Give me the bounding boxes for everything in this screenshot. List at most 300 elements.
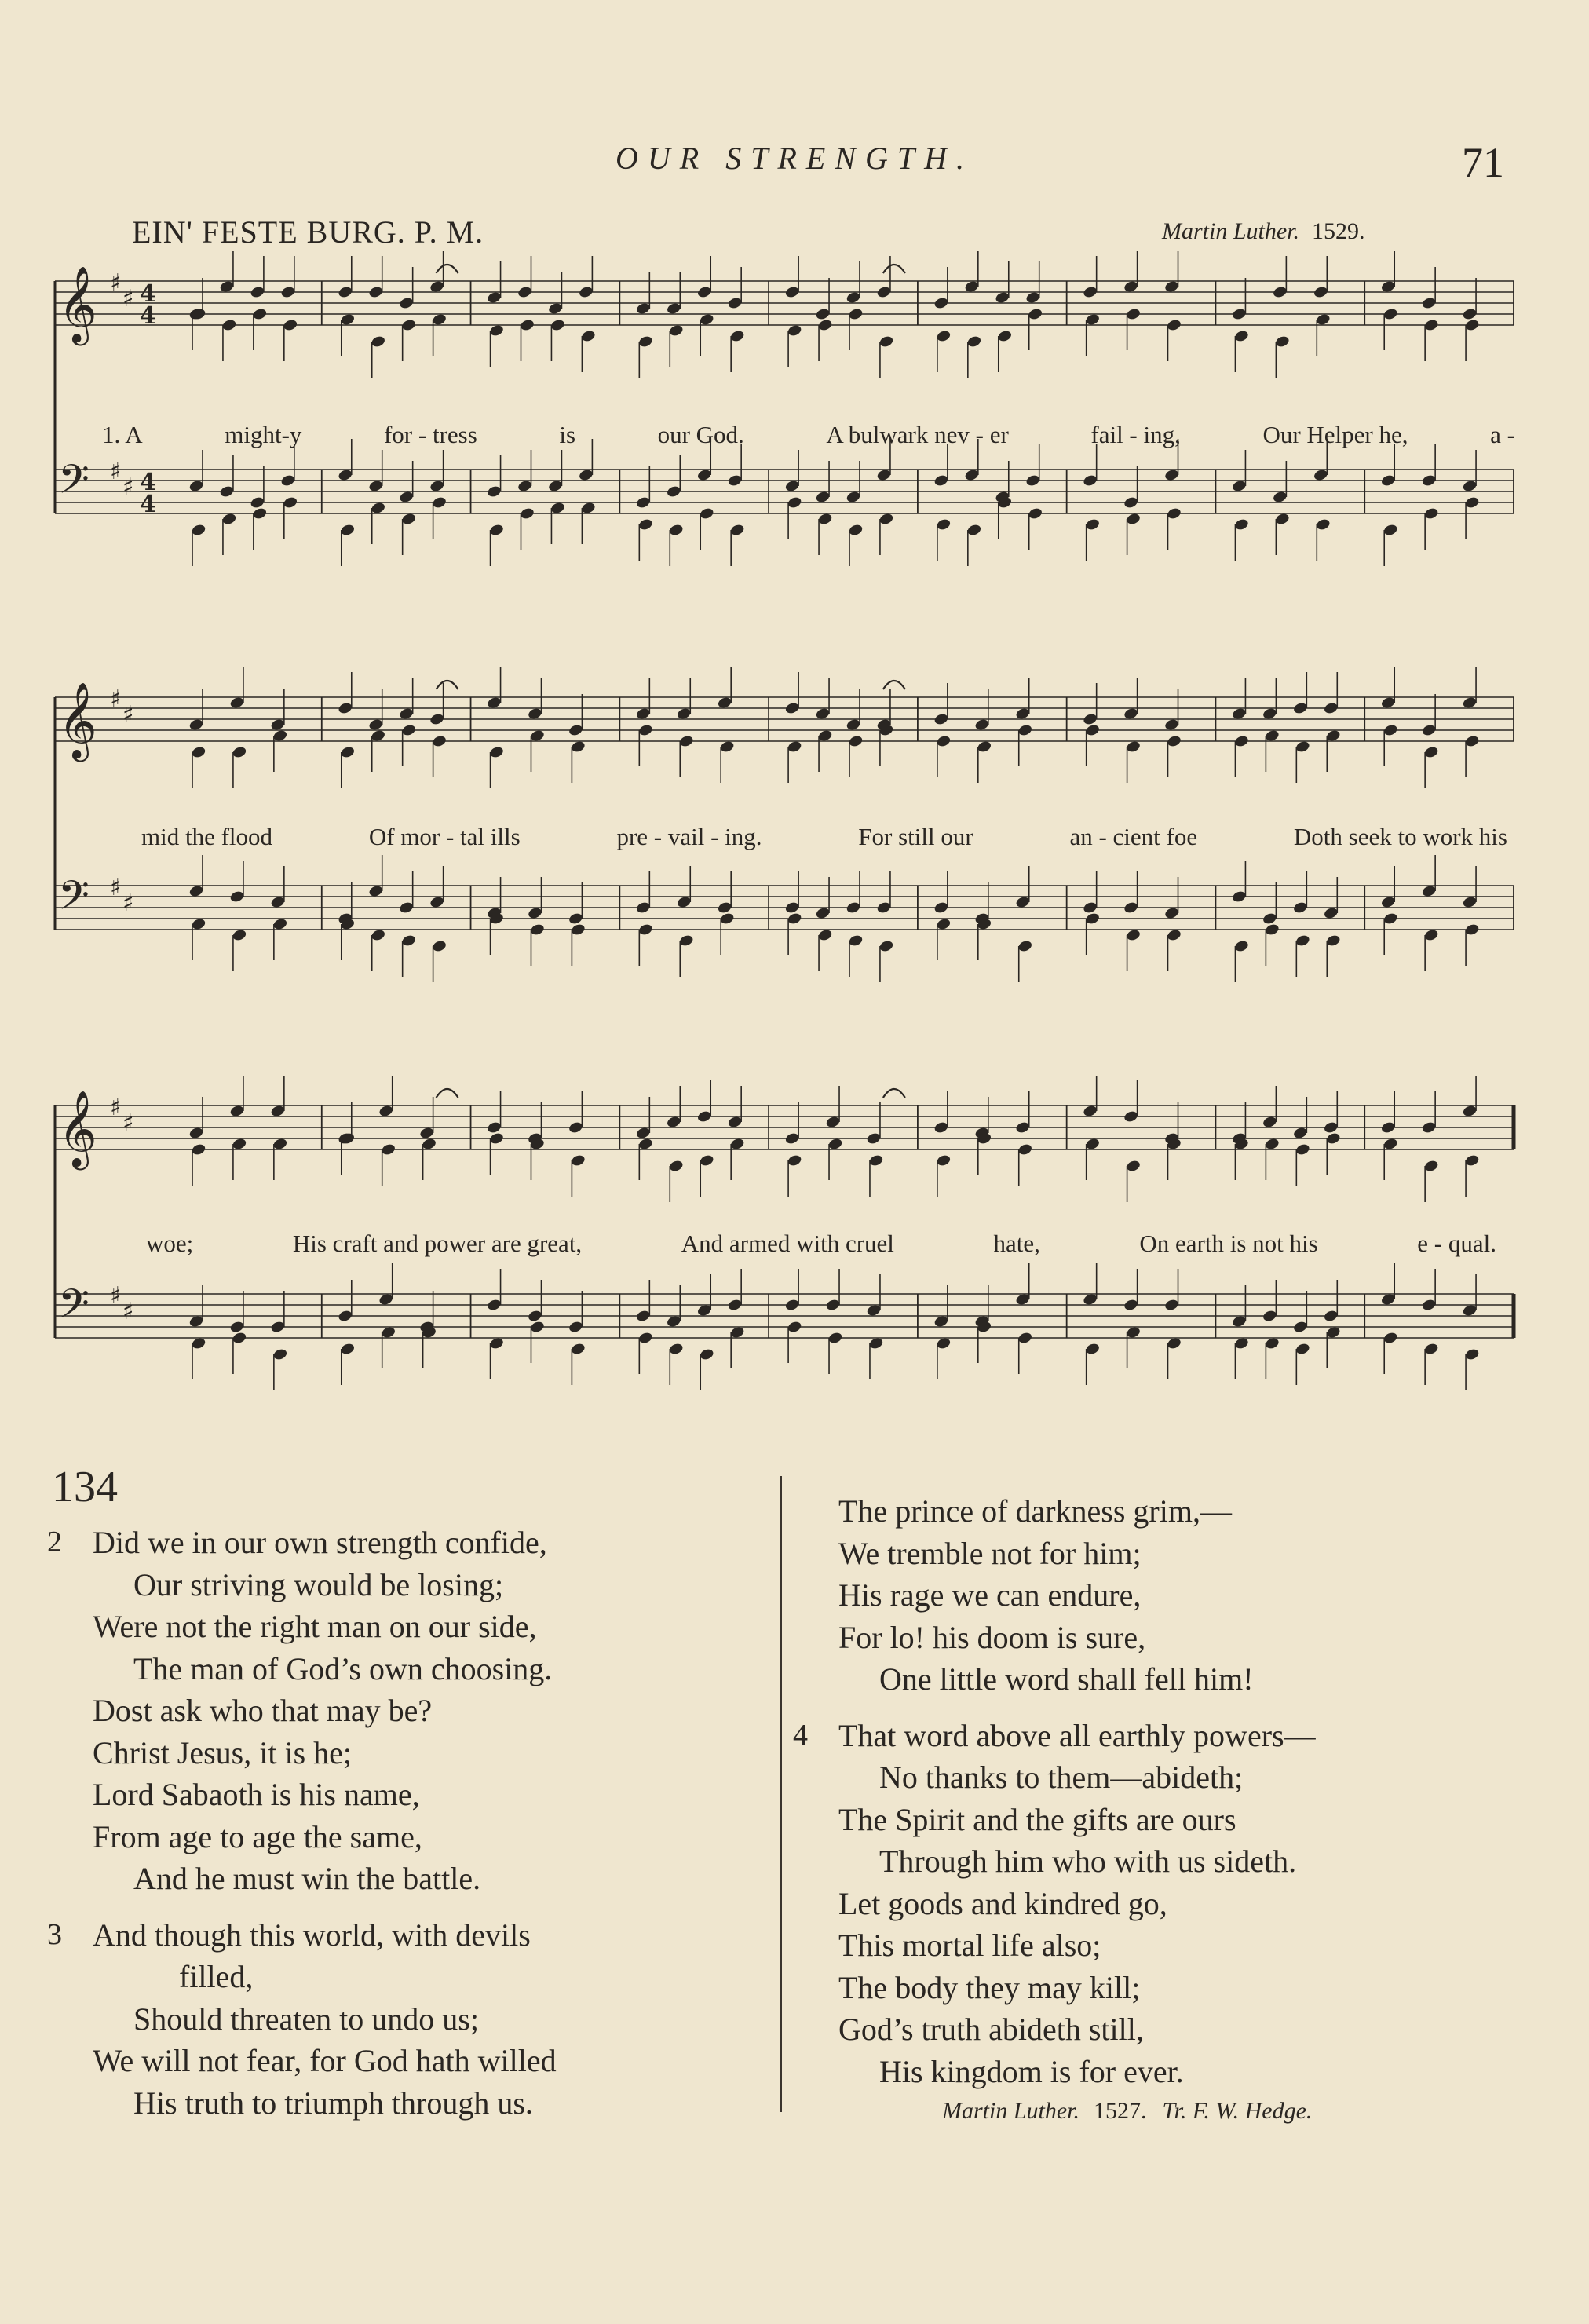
note-head [188, 718, 204, 731]
note-head [784, 285, 800, 298]
note-head [1233, 939, 1249, 952]
note-head [527, 707, 542, 720]
note-head [280, 285, 296, 298]
note-head [668, 523, 684, 536]
note-head [1464, 1347, 1480, 1361]
note-head [637, 923, 653, 936]
note-head [678, 734, 694, 747]
note-head [488, 523, 504, 536]
verse-line: For lo! his doom is sure, [838, 1619, 1146, 1655]
note-head [1462, 696, 1478, 709]
note-head [191, 917, 206, 930]
note-head [825, 1298, 841, 1311]
running-title: OUR STRENGTH. [615, 141, 974, 176]
note-head [635, 1309, 651, 1322]
credit-translator: Tr. F. W. Hedge. [1162, 2098, 1313, 2124]
verse-line: Did we in our own strength confide, [93, 1525, 547, 1560]
note-head [1380, 895, 1396, 908]
note-head [1313, 285, 1328, 298]
note-head [977, 740, 992, 753]
note-head [1421, 723, 1437, 736]
verse-line: From age to age the same, [93, 1818, 422, 1854]
note-head [486, 696, 502, 709]
note-head [1083, 1104, 1098, 1117]
note-head [252, 506, 268, 520]
verse-line: The man of God’s own choosing. [133, 1650, 553, 1686]
note-head [699, 1347, 714, 1361]
note-head [399, 707, 415, 720]
note-head [787, 1320, 802, 1333]
note-head [1380, 696, 1396, 709]
note-head [1464, 1153, 1480, 1167]
note-head [727, 1298, 743, 1311]
stanza [793, 1490, 1547, 1701]
note-head [519, 506, 535, 520]
lyric-fragment: Our Helper he, [1262, 421, 1408, 448]
note-head [1423, 928, 1439, 941]
note-head [431, 495, 447, 509]
note-head [1292, 1126, 1308, 1139]
note-head [1125, 1159, 1141, 1172]
note-head [936, 329, 952, 342]
note-head [401, 723, 417, 736]
treble-clef-icon: 𝄞 [58, 265, 97, 342]
note-head [719, 912, 735, 925]
treble-clef-icon: 𝄞 [58, 1090, 97, 1167]
sharp-icon: ♯ [122, 701, 134, 729]
note-head [1421, 1120, 1437, 1134]
note-head [338, 1309, 353, 1322]
fermata-icon [437, 265, 458, 273]
note-head [1274, 334, 1290, 348]
sharp-icon: ♯ [122, 890, 134, 917]
note-head [371, 928, 386, 941]
note-head [1383, 307, 1398, 320]
note-head [1085, 1342, 1101, 1355]
note-head [879, 939, 894, 952]
note-head [191, 523, 206, 536]
verse-line: This mortal life also; [838, 1928, 1101, 1963]
time-signature: 4 [140, 469, 156, 496]
note-head [1123, 280, 1138, 293]
note-head [550, 318, 565, 331]
note-head [936, 517, 952, 531]
verse-line: Dost ask who that may be? [93, 1693, 433, 1728]
verse-line: Through him who with us sideth. [879, 1843, 1297, 1879]
note-head [1464, 495, 1480, 509]
sharp-icon: ♯ [110, 269, 122, 297]
note-head [401, 318, 417, 331]
note-head [272, 1347, 288, 1361]
note-head [488, 745, 504, 758]
lyric-fragment: is [559, 421, 576, 448]
note-head [1085, 1137, 1101, 1150]
note-head [1423, 506, 1439, 520]
note-head [815, 307, 831, 320]
note-head [1323, 1120, 1339, 1134]
note-head [252, 307, 268, 320]
note-head [570, 740, 586, 753]
note-head [848, 523, 864, 536]
note-head [270, 895, 286, 908]
stanza [47, 1914, 769, 2125]
note-head [668, 1342, 684, 1355]
note-head [1123, 901, 1138, 914]
note-head [283, 495, 298, 509]
note-head [635, 901, 651, 914]
time-signature: 4 [140, 302, 156, 330]
note-head [527, 906, 542, 919]
verse-line: Christ Jesus, it is he; [93, 1734, 353, 1770]
note-head [1464, 318, 1480, 331]
note-head [848, 734, 864, 747]
verse-line: Our striving would be losing; [133, 1566, 504, 1602]
note-head [381, 1142, 396, 1156]
verse-line: We tremble not for him; [838, 1535, 1142, 1571]
note-head [1292, 1320, 1308, 1333]
note-head [699, 312, 714, 326]
note-head [1083, 473, 1098, 487]
note-head [966, 523, 982, 536]
note-head [719, 740, 735, 753]
note-head [717, 901, 732, 914]
note-head [1262, 707, 1277, 720]
verse-line: His truth to triumph through us. [133, 2085, 533, 2121]
note-head [488, 323, 504, 337]
note-head [936, 1153, 952, 1167]
note-head [232, 1137, 247, 1150]
note-head [188, 884, 204, 897]
note-head [817, 318, 833, 331]
note-head [784, 479, 800, 492]
verse-line: His rage we can endure, [838, 1577, 1142, 1613]
note-head [876, 285, 892, 298]
note-head [1423, 745, 1439, 758]
note-head [570, 1153, 586, 1167]
sharp-icon: ♯ [122, 1298, 134, 1325]
note-head [1163, 1298, 1179, 1311]
note-head [1421, 473, 1437, 487]
note-head [580, 501, 596, 514]
note-head [784, 1131, 800, 1145]
note-head [787, 740, 802, 753]
lyric-fragment: an - cient foe [1069, 823, 1198, 850]
note-head [1123, 495, 1138, 509]
verse-line: Were not the right man on our side, [93, 1609, 537, 1644]
lyric-fragment: for - tress [383, 421, 477, 448]
note-head [846, 490, 861, 503]
note-head [729, 523, 745, 536]
note-head [1125, 1325, 1141, 1339]
note-head [787, 323, 802, 337]
tune-name: EIN' FESTE BURG. P. M. [132, 214, 484, 250]
note-head [368, 884, 384, 897]
note-head [1163, 468, 1179, 481]
time-signature: 4 [140, 280, 156, 308]
note-head [1295, 1142, 1310, 1156]
note-head [401, 512, 417, 525]
note-head [1292, 701, 1308, 714]
note-head [578, 468, 594, 481]
stanza-number: 4 [793, 1718, 808, 1752]
verse-line: His kingdom is for ever. [879, 2053, 1184, 2089]
composer-credit [1162, 218, 1365, 245]
note-head [1233, 1336, 1249, 1350]
note-head [784, 1298, 800, 1311]
note-head [787, 912, 802, 925]
lyric-fragment: hate, [993, 1230, 1040, 1257]
note-head [1262, 1309, 1277, 1322]
lyric-fragment: Doth seek to work his [1293, 823, 1507, 850]
note-head [1123, 707, 1138, 720]
note-head [1462, 307, 1478, 320]
note-head [338, 285, 353, 298]
note-head [729, 329, 745, 342]
note-head [729, 1137, 745, 1150]
note-head [431, 312, 447, 326]
note-head [1380, 473, 1396, 487]
note-head [1383, 912, 1398, 925]
note-head [1015, 1120, 1031, 1134]
note-head [1423, 1159, 1439, 1172]
note-head [1313, 468, 1328, 481]
sharp-icon: ♯ [122, 473, 134, 501]
note-head [1231, 307, 1247, 320]
note-head [1233, 517, 1249, 531]
note-head [250, 285, 265, 298]
sharp-icon: ♯ [122, 285, 134, 312]
note-head [727, 296, 743, 309]
note-head [272, 729, 288, 742]
treble-clef-icon: 𝄞 [58, 681, 97, 758]
note-head [1015, 707, 1031, 720]
lyric-fragment: His craft and power are great, [292, 1230, 583, 1257]
note-head [270, 1104, 286, 1117]
note-head [1423, 1342, 1439, 1355]
sharp-icon: ♯ [110, 1094, 122, 1121]
note-head [635, 1126, 651, 1139]
note-head [933, 1120, 949, 1134]
sharp-icon: ♯ [110, 1282, 122, 1310]
note-head [1085, 312, 1101, 326]
note-head [1295, 1342, 1310, 1355]
note-head [371, 334, 386, 348]
note-head [1264, 923, 1280, 936]
stanza [47, 1522, 769, 1900]
note-head [1262, 912, 1277, 925]
note-head [676, 707, 692, 720]
verse-line: And he must win the battle. [133, 1861, 481, 1896]
note-head [668, 1159, 684, 1172]
fermata-icon [883, 681, 905, 689]
note-head [1262, 1115, 1277, 1128]
time-signature: 4 [140, 491, 156, 518]
note-head [846, 718, 861, 731]
note-head [868, 1336, 884, 1350]
note-head [1383, 523, 1398, 536]
note-head [431, 939, 447, 952]
note-head [232, 745, 247, 758]
note-head [1264, 1137, 1280, 1150]
note-head [550, 501, 565, 514]
note-head [868, 1153, 884, 1167]
fermata-icon [437, 1089, 458, 1098]
verse-line: And though this world, with devils [93, 1917, 531, 1953]
hymn-number: 134 [52, 1463, 118, 1511]
note-head [848, 307, 864, 320]
lyric-fragment: e - qual. [1417, 1230, 1496, 1257]
note-head [229, 696, 245, 709]
note-head [570, 1342, 586, 1355]
verse-line: Lord Sabaoth is his name, [93, 1777, 420, 1812]
note-head [933, 901, 949, 914]
note-head [1231, 1314, 1247, 1328]
note-head [529, 923, 545, 936]
verse-line: That word above all earthly powers— [838, 1717, 1316, 1753]
note-head [283, 318, 298, 331]
note-head [846, 901, 861, 914]
note-head [666, 301, 681, 315]
note-head [1015, 895, 1031, 908]
note-head [221, 318, 237, 331]
note-head [1462, 479, 1478, 492]
note-head [1462, 895, 1478, 908]
note-head [727, 1115, 743, 1128]
composer-name: Martin Luther. [1162, 218, 1300, 244]
verse-line: Should threaten to undo us; [133, 2001, 479, 2037]
note-head [1423, 318, 1439, 331]
note-head [825, 1115, 841, 1128]
lyric-fragment: And armed with cruel [681, 1230, 894, 1257]
note-head [1323, 701, 1339, 714]
note-head [699, 1153, 714, 1167]
note-head [486, 1120, 502, 1134]
verse-line: The Spirit and the gifts are ours [838, 1801, 1236, 1837]
note-head [879, 512, 894, 525]
note-head [696, 285, 712, 298]
note-head [1383, 723, 1398, 736]
note-head [488, 1131, 504, 1145]
sharp-icon: ♯ [110, 874, 122, 901]
lyric-fragment: pre - vail - ing. [616, 823, 762, 850]
note-head [232, 1331, 247, 1344]
lyric-fragment: woe; [146, 1230, 194, 1257]
note-head [1462, 1303, 1478, 1317]
bass-clef-icon: 𝄢 [58, 872, 89, 929]
note-head [678, 934, 694, 947]
lyric-fragment: Of mor - tal ills [368, 823, 521, 850]
note-head [997, 329, 1013, 342]
note-head [340, 312, 356, 326]
note-head [188, 1314, 204, 1328]
note-head [699, 506, 714, 520]
note-head [848, 934, 864, 947]
note-head [1125, 512, 1141, 525]
note-head [1166, 928, 1182, 941]
credit-author: Martin Luther. [942, 2098, 1080, 2124]
fermata-icon [883, 265, 905, 273]
note-head [568, 912, 583, 925]
note-head [1163, 718, 1179, 731]
note-head [1325, 1131, 1341, 1145]
note-head [666, 1115, 681, 1128]
note-head [229, 1320, 245, 1333]
note-head [340, 745, 356, 758]
note-head [1028, 506, 1043, 520]
note-head [1015, 1292, 1031, 1306]
note-head [1083, 1292, 1098, 1306]
lyric-fragment: A bulwark nev - er [826, 421, 1009, 448]
lyric-fragment: might-y [225, 421, 302, 448]
bass-clef-icon: 𝄢 [58, 1280, 89, 1337]
note-head [1421, 1298, 1437, 1311]
note-head [568, 1320, 583, 1333]
note-head [280, 473, 296, 487]
note-head [787, 1153, 802, 1167]
note-head [635, 301, 651, 315]
note-head [1017, 1331, 1033, 1344]
note-head [727, 473, 743, 487]
note-head [517, 479, 532, 492]
note-head [637, 1137, 653, 1150]
note-head [547, 301, 563, 315]
sharp-icon: ♯ [110, 685, 122, 713]
note-head [866, 1303, 882, 1317]
verse-line: No thanks to them—abideth; [879, 1759, 1244, 1795]
note-head [933, 473, 949, 487]
note-head [1464, 923, 1480, 936]
note-head [637, 334, 653, 348]
note-head [1233, 734, 1249, 747]
lyric-fragment: our God. [657, 421, 744, 448]
note-head [527, 1309, 542, 1322]
lyrics-line-2 [141, 823, 1507, 851]
note-head [1083, 285, 1098, 298]
note-head [1383, 1331, 1398, 1344]
note-head [936, 1336, 952, 1350]
verse-line: We will not fear, for God hath willed [93, 2043, 557, 2078]
sharp-icon: ♯ [110, 458, 122, 485]
note-head [1421, 884, 1437, 897]
note-head [221, 512, 237, 525]
note-head [1231, 890, 1247, 903]
composer-year: 1529. [1312, 218, 1365, 244]
note-head [488, 1336, 504, 1350]
note-head [676, 895, 692, 908]
note-head [381, 1325, 396, 1339]
note-head [1274, 512, 1290, 525]
note-head [1163, 906, 1179, 919]
note-head [815, 906, 831, 919]
note-head [666, 1314, 681, 1328]
note-head [1295, 934, 1310, 947]
note-head [1125, 307, 1141, 320]
note-head [1272, 490, 1288, 503]
note-head [666, 484, 681, 498]
column-divider [780, 1476, 782, 2112]
note-head [1025, 473, 1041, 487]
note-head [846, 290, 861, 304]
note-head [568, 723, 583, 736]
note-head [486, 290, 502, 304]
note-head [1085, 912, 1101, 925]
note-head [429, 280, 444, 293]
note-head [1083, 712, 1098, 725]
note-head [995, 290, 1010, 304]
note-head [1380, 280, 1396, 293]
verse-line: The prince of darkness grim,— [838, 1493, 1232, 1529]
note-head [1380, 1120, 1396, 1134]
